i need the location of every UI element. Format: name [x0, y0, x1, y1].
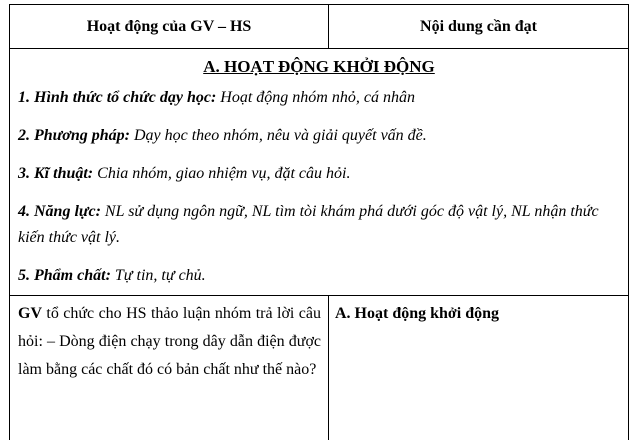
- section-cell: [10, 49, 629, 296]
- header-required-content: Nội dung cần đạt: [329, 5, 629, 49]
- item-text: Dạy học theo nhóm, nêu và giải quyết vấn đề.: [129, 127, 427, 144]
- item-label: 2. Phương pháp:: [18, 127, 130, 144]
- activity-row: [10, 296, 629, 440]
- item-text: Tự tin, tự chủ.: [110, 267, 206, 284]
- activity-content-cell: A. Hoạt động khởi động: [329, 296, 629, 440]
- lesson-plan-table: [9, 4, 629, 440]
- item-text: Hoạt động nhóm nhỏ, cá nhân: [216, 89, 415, 106]
- item-label: 1. Hình thức tổ chức dạy học:: [18, 89, 217, 106]
- section-title: A. HOẠT ĐỘNG KHỞI ĐỘNG: [203, 57, 435, 76]
- item-organization-form: [18, 85, 620, 111]
- item-text: Chia nhóm, giao nhiệm vụ, đặt câu hỏi.: [93, 165, 351, 182]
- activity-lead: GV: [18, 305, 42, 322]
- table-header-row: [10, 5, 629, 49]
- activity-text: tổ chức cho HS thảo luận nhóm trả lời câu hỏi: – Dòng điện chạy trong dây dẫn điện được làm bằng các chất đó có bản chất như thế nào?: [18, 305, 321, 378]
- header-teacher-student-activity: Hoạt động của GV – HS: [10, 5, 329, 49]
- section-row: [10, 49, 629, 296]
- item-technique: [18, 161, 620, 187]
- activity-teacher-student-cell: [10, 296, 329, 440]
- item-competency: [18, 199, 620, 251]
- item-label: 4. Năng lực:: [18, 203, 101, 220]
- item-text: NL sử dụng ngôn ngữ, NL tìm tòi khám phá dưới góc độ vật lý, NL nhận thức kiến thức vật lý.: [18, 203, 599, 246]
- item-method: [18, 123, 620, 149]
- item-quality: [18, 263, 620, 289]
- item-label: 3. Kĩ thuật:: [18, 165, 94, 182]
- item-label: 5. Phẩm chất:: [18, 267, 111, 284]
